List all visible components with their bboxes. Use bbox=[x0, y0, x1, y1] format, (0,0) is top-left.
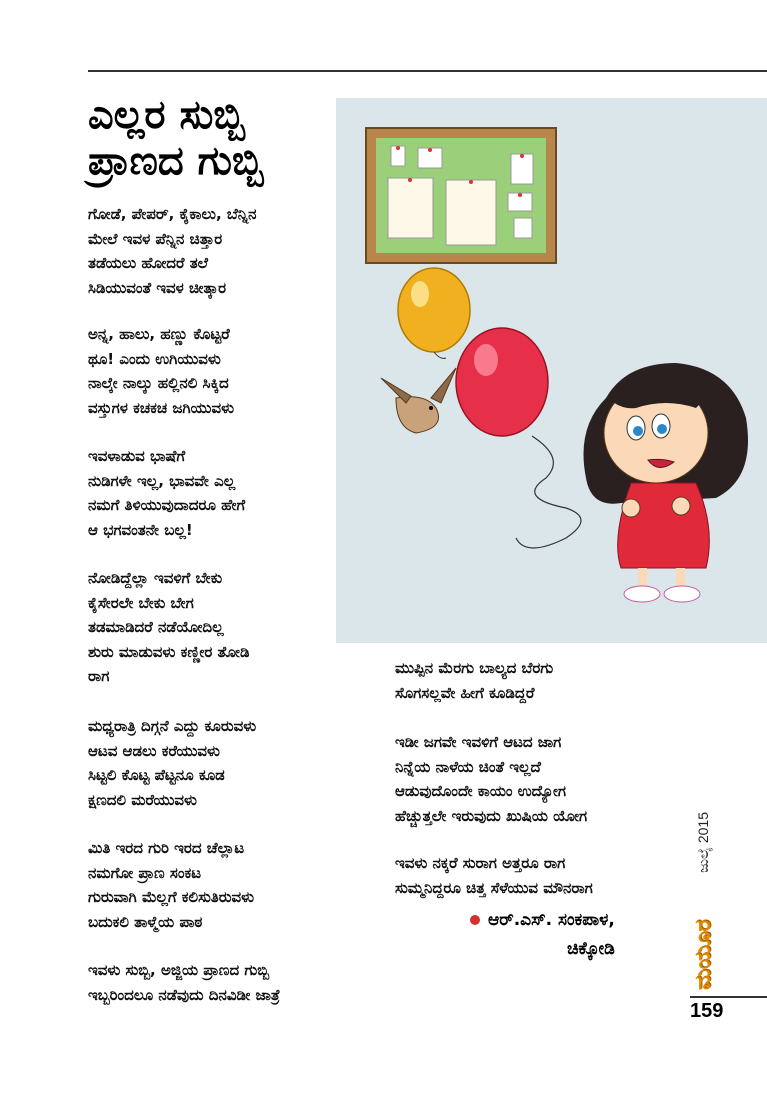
girl bbox=[584, 363, 749, 602]
bottom-rule bbox=[690, 996, 767, 998]
poem-line: ಹೆಚ್ಚುತ್ತಲೇ ಇರುವುದು ಖುಷಿಯ ಯೋಗ bbox=[395, 806, 588, 825]
poem-line: ಸಿಟ್ಟಲಿ ಕೊಟ್ಟ ಪೆಟ್ಟನೂ ಕೂಡ bbox=[88, 766, 225, 784]
poem-line: ನಾಲ್ಕೇ ನಾಲ್ಕು ಹಲ್ಲಿನಲಿ ಸಿಕ್ಕಿದ bbox=[88, 374, 229, 392]
poem-line: ಮುಪ್ಪಿನ ಮೆರಗು ಬಾಲ್ಯದ ಬೆರಗು bbox=[395, 659, 554, 677]
poem-line: ಸುಮ್ಮನಿದ್ದರೂ ಚಿತ್ತ ಸೆಳೆಯುವ ಮೌನರಾಗ bbox=[395, 878, 593, 897]
poem-line: ಆಟವ ಆಡಲು ಕರೆಯುವಳು bbox=[88, 741, 220, 760]
poem-line: ಇಬ್ಬರಿಂದಲೂ ನಡೆವುದು ದಿನವಿಡೀ ಜಾತ್ರೆ bbox=[88, 985, 281, 1004]
poem-line: ಮಿತಿ ಇರದ ಗುರಿ ಇರದ ಚೆಲ್ಲಾಟ bbox=[88, 839, 245, 857]
stanza-1 bbox=[88, 202, 256, 300]
author-byline bbox=[470, 906, 615, 964]
issue-date: ಜುಲೈ 2015 bbox=[695, 812, 711, 873]
stanza-5 bbox=[88, 714, 256, 812]
sidebar-mark bbox=[688, 812, 718, 990]
stanza-10 bbox=[395, 851, 593, 900]
yellow-balloon bbox=[398, 268, 470, 358]
poem-line: ಗೋಡೆ, ಪೇಪರ್, ಕೈಕಾಲು, ಬೆನ್ನಿನ bbox=[88, 205, 257, 223]
red-balloon bbox=[456, 328, 581, 548]
notice-board bbox=[366, 128, 556, 263]
poem-line: ನಮಗೆ ತಿಳಿಯುವುದಾದರೂ ಹೇಗೆ bbox=[88, 496, 246, 514]
illustration-girl-with-balloons bbox=[336, 98, 767, 643]
stanza-9 bbox=[395, 730, 587, 828]
poem-line: ಇಡೀ ಜಗವೇ ಇವಳಿಗೆ ಆಟದ ಜಾಗ bbox=[395, 733, 562, 751]
poem-line: ಮಧ್ಯರಾತ್ರಿ ದಿಗ್ಗನೆ ಎದ್ದು ಕೂರುವಳು bbox=[88, 717, 257, 735]
poem-line: ತಡೆಯಲು ಹೋದರೆ ತಲೆ bbox=[88, 254, 209, 272]
poem-line: ಇವಳು ನಕ್ಕರೆ ಸುರಾಗ ಅತ್ತರೂ ರಾಗ bbox=[395, 854, 566, 872]
bird bbox=[381, 368, 456, 433]
stanza-7 bbox=[88, 958, 280, 1007]
poem-line: ಬದುಕಲಿ ತಾಳ್ಮೆಯ ಪಾಠ bbox=[88, 912, 203, 931]
poem-line: ತಡಮಾಡಿದರೆ ನಡೆಯೋದಿಲ್ಲ bbox=[88, 618, 224, 636]
poem-line: ಥೂ! ಎಂದು ಉಗಿಯುವಳು bbox=[88, 349, 221, 368]
stanza-4 bbox=[88, 566, 249, 689]
poem-line: ನಮಗೋ ಪ್ರಾಣ ಸಂಕಟ bbox=[88, 863, 202, 882]
poem-line: ಕೈಸೇರಲೇ ಬೇಕು ಬೇಗ bbox=[88, 593, 194, 612]
stanza-2 bbox=[88, 322, 234, 420]
poem-line: ಆಡುವುದೊಂದೇ ಕಾಯಂ ಉದ್ಯೋಗ bbox=[395, 782, 567, 800]
top-rule bbox=[88, 70, 767, 72]
magazine-logo: ಮಯೂರ bbox=[690, 919, 716, 990]
author-name: ಆರ್.ಎಸ್. ಸಂಕಪಾಳ, bbox=[488, 910, 615, 930]
poem-line: ಆ ಭಗವಂತನೇ ಬಲ್ಲ! bbox=[88, 520, 193, 539]
poem-line: ಸೊಗಸಲ್ಲವೇ ಹೀಗೆ ಕೂಡಿದ್ದರೆ bbox=[395, 683, 535, 702]
poem-line: ಶುರು ಮಾಡುವಳು ಕಣ್ಣೀರ ತೋಡಿ bbox=[88, 642, 250, 661]
poem-line: ಇವಳು ಸುಬ್ಬಿ, ಅಜ್ಜಿಯ ಪ್ರಾಣದ ಗುಬ್ಬಿ bbox=[88, 961, 270, 979]
author-place: ಚಿಕ್ಕೋಡಿ bbox=[566, 939, 615, 959]
poem-line: ವಸ್ತುಗಳ ಕಚಕಚ ಜಗಿಯುವಳು bbox=[88, 398, 235, 417]
title-line-2: ಪ್ರಾಣದ ಗುಬ್ಬಿ bbox=[88, 138, 264, 184]
poem-line: ರಾಗ bbox=[88, 667, 110, 685]
title-line-1: ಎಲ್ಲರ ಸುಬ್ಬಿ bbox=[88, 92, 245, 138]
page-number: 159 bbox=[690, 1000, 724, 1022]
poem-line: ನುಡಿಗಳೇ ಇಲ್ಲ, ಭಾವವೇ ಎಲ್ಲ bbox=[88, 471, 236, 490]
poem-line: ನಿನ್ನೆಯ ನಾಳೆಯ ಚಿಂತೆ ಇಲ್ಲದೆ bbox=[395, 757, 541, 776]
bullet-icon bbox=[470, 915, 480, 925]
poem-line: ನೋಡಿದ್ದೆಲ್ಲಾ ಇವಳಿಗೆ ಬೇಕು bbox=[88, 569, 223, 587]
poem-line: ಇವಳಾಡುವ ಭಾಷೆಗೆ bbox=[88, 447, 186, 465]
illustration-svg bbox=[336, 98, 767, 643]
poem-title bbox=[88, 92, 263, 184]
poem-line: ಮೇಲೆ ಇವಳ ಪೆನ್ನಿನ ಚಿತ್ತಾರ bbox=[88, 229, 223, 248]
poem-line: ಕ್ಷಣದಲಿ ಮರೆಯುವಳು bbox=[88, 790, 197, 809]
stanza-3 bbox=[88, 444, 245, 542]
poem-line: ಅನ್ನ, ಹಾಲು, ಹಣ್ಣು ಕೊಟ್ಟರೆ bbox=[88, 325, 230, 343]
stanza-6 bbox=[88, 836, 254, 934]
stanza-8 bbox=[395, 656, 553, 705]
poem-line: ಸಿಡಿಯುವಂತೆ ಇವಳ ಚೀತ್ಕಾರ bbox=[88, 278, 227, 297]
poem-line: ಗುರುವಾಗಿ ಮೆಲ್ಲಗೆ ಕಲಿಸುತಿರುವಳು bbox=[88, 888, 255, 906]
